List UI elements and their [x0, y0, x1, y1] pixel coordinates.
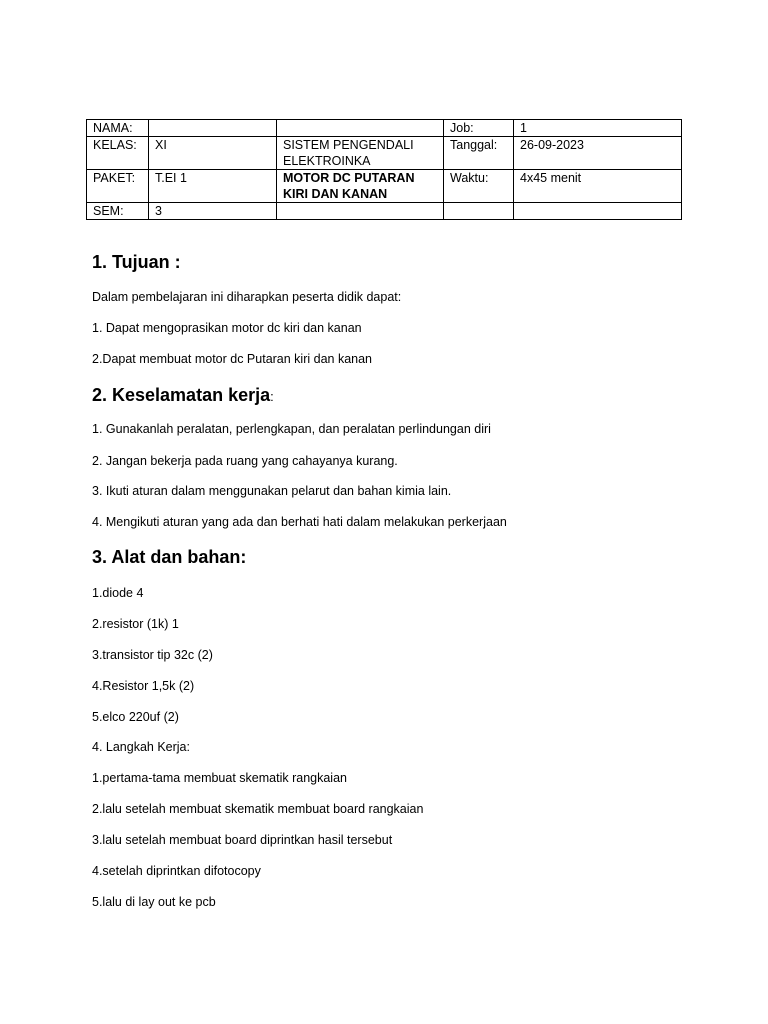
table-row: [87, 203, 682, 220]
table-row: [87, 120, 682, 137]
keselamatan-line: 1. Gunakanlah peralatan, perlengkapan, dan peralatan perlindungan diri: [92, 422, 491, 436]
value-job: 1: [514, 120, 682, 137]
label-job: Job:: [444, 120, 514, 137]
value-sem: 3: [149, 203, 277, 220]
heading-alat: 3. Alat dan bahan:: [92, 547, 247, 567]
cell-topic-empty: [277, 120, 444, 137]
table-row: [87, 137, 682, 170]
cell-empty: [514, 203, 682, 220]
langkah-line: 4.setelah diprintkan difotocopy: [92, 864, 261, 878]
heading-tujuan: 1. Tujuan :: [92, 252, 181, 272]
tujuan-line: 2.Dapat membuat motor dc Putaran kiri dan kanan: [92, 352, 373, 366]
alat-line: 1.diode 4: [92, 586, 144, 600]
value-paket: T.EI 1: [149, 170, 277, 203]
langkah-line: 2.lalu setelah membuat skematik membuat board rangkaian: [92, 802, 424, 816]
value-tanggal: 26-09-2023: [514, 137, 682, 170]
tujuan-line: 1. Dapat mengoprasikan motor dc kiri dan kanan: [92, 321, 362, 335]
cell-empty: [444, 203, 514, 220]
tujuan-line: Dalam pembelajaran ini diharapkan peserta didik dapat:: [92, 290, 402, 304]
langkah-line: 5.lalu di lay out ke pcb: [92, 895, 216, 909]
heading-keselamatan-text: 2. Keselamatan kerja: [92, 385, 271, 405]
label-waktu: Waktu:: [444, 170, 514, 203]
value-nama: [149, 120, 277, 137]
table-row: [87, 170, 682, 203]
header-info-table: [86, 119, 682, 220]
keselamatan-line: 2. Jangan bekerja pada ruang yang cahayanya kurang.: [92, 454, 398, 468]
label-sem: SEM:: [87, 203, 149, 220]
keselamatan-line: 3. Ikuti aturan dalam menggunakan pelarut dan bahan kimia lain.: [92, 484, 452, 498]
alat-line: 4.Resistor 1,5k (2): [92, 679, 195, 693]
alat-line: 3.transistor tip 32c (2): [92, 648, 213, 662]
alat-line: 5.elco 220uf (2): [92, 710, 179, 724]
label-tanggal: Tanggal:: [444, 137, 514, 170]
langkah-line: 3.lalu setelah membuat board diprintkan hasil tersebut: [92, 833, 393, 847]
subject-title: SISTEM PENGENDALI ELEKTROINKA: [277, 137, 444, 170]
heading-keselamatan: [92, 385, 274, 406]
value-kelas: XI: [149, 137, 277, 170]
keselamatan-line: 4. Mengikuti aturan yang ada dan berhati hati dalam melakukan perkerjaan: [92, 515, 507, 529]
label-nama: NAMA:: [87, 120, 149, 137]
job-title: MOTOR DC PUTARAN KIRI DAN KANAN: [277, 170, 444, 203]
value-waktu: 4x45 menit: [514, 170, 682, 203]
label-paket: PAKET:: [87, 170, 149, 203]
langkah-line: 1.pertama-tama membuat skematik rangkaian: [92, 771, 347, 785]
langkah-heading: 4. Langkah Kerja:: [92, 740, 190, 754]
heading-keselamatan-suffix: :: [270, 389, 274, 404]
label-kelas: KELAS:: [87, 137, 149, 170]
cell-empty: [277, 203, 444, 220]
alat-line: 2.resistor (1k) 1: [92, 617, 179, 631]
